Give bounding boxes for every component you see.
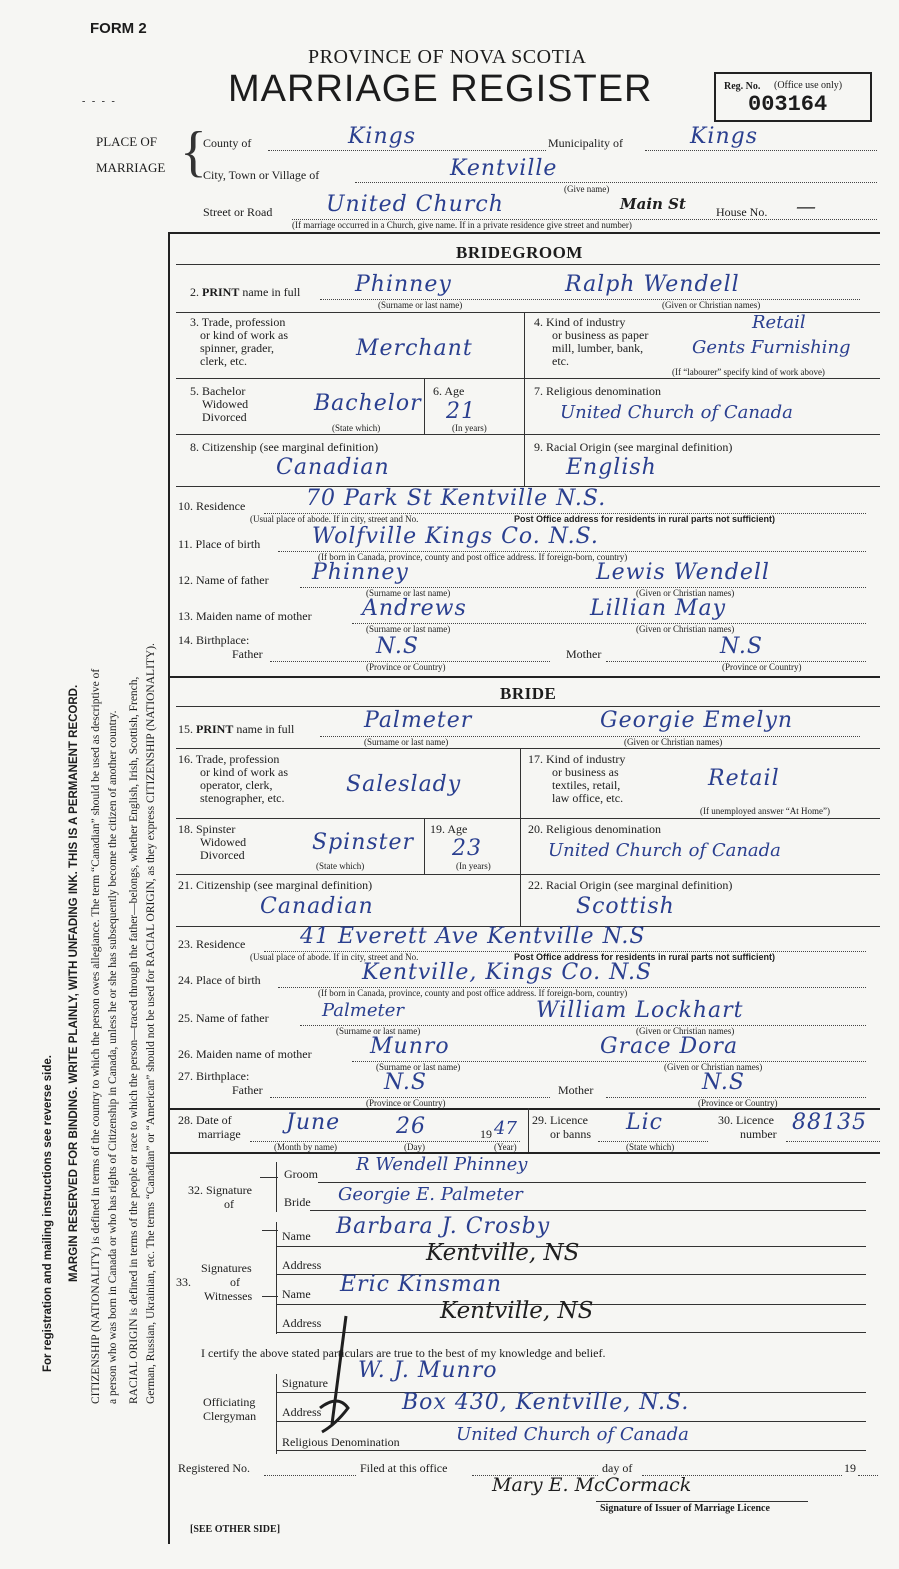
groom-given: Ralph Wendell — [565, 272, 740, 297]
groom-industry-label: 4. Kind of industry or business as paper mill, lumber, bank, etc. — [534, 315, 649, 368]
bride-residence-hint: (Usual place of abode. If in city, street and No. — [250, 952, 419, 962]
groom-sig-label: Groom — [284, 1167, 318, 1181]
groom-industry-1: Retail — [752, 312, 806, 333]
groom-bp-hint: (Province or Country) — [366, 662, 446, 672]
bride-heading: BRIDE — [500, 684, 557, 703]
issuer-label: Signature of Issuer of Marriage Licence — [600, 1503, 770, 1514]
bride-birth: Kentville, Kings Co. N.S — [362, 960, 653, 985]
groom-status-hint: (State which) — [332, 423, 381, 433]
bride-birth-label: 24. Place of birth — [178, 973, 261, 987]
groom-residence-hint-b: Post Office address for residents in rural parts not sufficient) — [514, 514, 776, 524]
clergy-label-1: Officiating — [203, 1395, 256, 1409]
bride-status: Spinster — [312, 830, 415, 855]
witness-label-3: Witnesses — [204, 1289, 253, 1303]
groom-birth: Wolfville Kings Co. N.S. — [312, 524, 599, 549]
groom-racial: English — [566, 455, 657, 480]
bride-sig-label: Bride — [284, 1195, 311, 1209]
reg-number-box — [714, 72, 872, 122]
bride-trade: Saleslady — [346, 772, 462, 797]
w2-address-label: Address — [282, 1316, 322, 1330]
year-hint: (Year) — [494, 1142, 517, 1152]
margin-citizenship-2: a person who was born in Canada or who has rights of Citizenship in Canada, unless he or she has subsequently become the citizen of another country. — [107, 710, 119, 1404]
bride-bp-father: N.S — [384, 1070, 427, 1095]
issuer-signature: Mary E. McCormack — [492, 1474, 692, 1496]
bride-status-label: 18. Spinster Widowed Divorced — [178, 822, 247, 862]
groom-name-label: 2. PRINT name in full — [190, 285, 301, 299]
groom-bp-father: N.S — [376, 634, 419, 659]
bride-industry: Retail — [708, 766, 780, 791]
groom-racial-label: 9. Racial Origin (see marginal definition) — [534, 440, 733, 454]
licence-which: Lic — [626, 1110, 663, 1135]
bride-father-surname: Palmeter — [322, 1000, 405, 1021]
bride-birth-hint: (If born in Canada, province, county and post office address. If foreign-born, country) — [318, 988, 628, 998]
signature-label-2: of — [224, 1197, 234, 1211]
bride-given-hint: (Given or Christian names) — [624, 737, 723, 747]
bride-bp-mother-label: Mother — [558, 1083, 594, 1097]
municipality-value: Kings — [690, 124, 759, 149]
municipality-label: Municipality of — [548, 136, 623, 150]
clergy-sig-label: Signature — [282, 1376, 328, 1390]
groom-status-label: 5. Bachelor Widowed Divorced — [190, 384, 249, 424]
reg-number: 003164 — [748, 92, 828, 117]
bride-father-s-hint: (Surname or last name) — [336, 1026, 421, 1036]
bride-religion: United Church of Canada — [548, 840, 781, 861]
bride-age: 23 — [452, 836, 482, 861]
w1-name-label: Name — [282, 1229, 311, 1243]
form-number: FORM 2 — [90, 20, 147, 37]
groom-residence-label: 10. Residence — [178, 499, 246, 513]
witness-1-address: Kentville, NS — [426, 1240, 580, 1266]
groom-age: 21 — [446, 399, 476, 424]
bride-bp-hint-2: (Province or Country) — [698, 1098, 778, 1108]
clergy-label-2: Clergyman — [203, 1409, 257, 1423]
groom-bp-mother: N.S — [720, 634, 763, 659]
place-brace: { — [180, 121, 207, 183]
reg-label: Reg. No. — [724, 81, 761, 92]
signature-label-1: 32. Signature — [188, 1183, 252, 1197]
house-label: House No. — [716, 205, 768, 219]
county-label: County of — [203, 136, 252, 150]
licence-label-2: or banns — [550, 1127, 591, 1141]
groom-mother-g-hint: (Given or Christian names) — [636, 624, 735, 634]
bride-industry-label: 17. Kind of industry or business as textiles, retail, law office, etc. — [528, 752, 626, 805]
clergy-denom-label: Religious Denomination — [282, 1435, 400, 1449]
bride-residence-hint-b: Post Office address for residents in rural parts not sufficient) — [514, 952, 776, 962]
date-label-2: marriage — [198, 1127, 241, 1141]
licence-no-label-1: 30. Licence — [718, 1113, 774, 1127]
house-value: — — [796, 194, 816, 218]
groom-bp-label-2: Father — [232, 647, 263, 661]
marriage-month: June — [286, 1110, 341, 1135]
groom-trade-label: 3. Trade, profession or kind of work as spinner, grader, clerk, etc. — [190, 315, 288, 368]
bride-religion-label: 20. Religious denomination — [528, 822, 661, 836]
margin-citizenship-1: CITIZENSHIP (NATIONALITY) is defined in terms of the country to which the person owes allegiance. The term “Canadian” should be used as descriptive of — [90, 668, 102, 1404]
groom-mother-s-hint: (Surname or last name) — [366, 624, 451, 634]
witness-1-name: Barbara J. Crosby — [336, 1214, 551, 1239]
groom-surname-hint: (Surname or last name) — [378, 300, 463, 310]
street-label: Street or Road — [203, 205, 273, 219]
margin-instructions: For registration and mailing instructions see reverse side. — [42, 1055, 54, 1372]
groom-age-label: 6. Age — [433, 384, 465, 398]
groom-father-g-hint: (Given or Christian names) — [636, 588, 735, 598]
bride-bp-mother: N.S — [702, 1070, 745, 1095]
margin-racial-2: German, Russian, Ukrainian, etc. The terms “Canadian” or “American” should not be used for RACIAL ORIGIN, as they express CITIZENSHIP (NATIONALITY). — [145, 643, 157, 1404]
bride-signature: Georgie E. Palmeter — [338, 1184, 523, 1205]
bride-bp-label-2: Father — [232, 1083, 263, 1097]
groom-bp-hint-2: (Province or Country) — [722, 662, 802, 672]
place-note: (If marriage occurred in a Church, give name. If in a private residence give street and number) — [292, 220, 632, 230]
groom-religion-label: 7. Religious denomination — [534, 384, 661, 398]
margin-binding-note: MARGIN RESERVED FOR BINDING. WRITE PLAINLY, WITH UNFADING INK. THIS IS A PERMANENT RECORD. — [68, 684, 80, 1282]
bride-given: Georgie Emelyn — [600, 708, 794, 733]
pen-stroke-mark — [312, 1312, 354, 1436]
margin-racial-1: RACIAL ORIGIN is defined in terms of the people or race to which the person—traced through the father—belongs, whether English, Irish, Scottish, French, — [128, 676, 140, 1404]
witness-label-1: Signatures — [201, 1261, 252, 1275]
page-title: MARRIAGE REGISTER — [228, 68, 653, 110]
bride-mother-label: 26. Maiden name of mother — [178, 1047, 312, 1061]
groom-birth-hint: (If born in Canada, province, county and post office address. If foreign-born, country) — [318, 552, 628, 562]
see-other-side: [SEE OTHER SIDE] — [190, 1524, 281, 1535]
bride-industry-hint: (If unemployed answer “At Home”) — [700, 806, 830, 816]
w2-name-label: Name — [282, 1287, 311, 1301]
month-hint: (Month by name) — [274, 1142, 337, 1152]
groom-father-label: 12. Name of father — [178, 573, 269, 587]
bride-citizenship-label: 21. Citizenship (see marginal definition) — [178, 878, 373, 892]
groom-industry-2: Gents Furnishing — [692, 337, 851, 358]
w1-address-label: Address — [282, 1258, 322, 1272]
witness-number: 33. — [176, 1275, 191, 1289]
clergy-denomination: United Church of Canada — [456, 1424, 689, 1445]
bridegroom-heading: BRIDEGROOM — [456, 243, 583, 262]
witness-2-address: Kentville, NS — [440, 1298, 594, 1324]
place-label-1: PLACE OF — [96, 134, 158, 149]
groom-trade: Merchant — [356, 336, 473, 361]
groom-father-s-hint: (Surname or last name) — [366, 588, 451, 598]
office-use-note: (Office use only) — [774, 80, 843, 91]
bride-bp-label-1: 27. Birthplace: — [178, 1069, 250, 1083]
bride-age-hint: (In years) — [456, 861, 491, 871]
marriage-day: 26 — [396, 1114, 426, 1139]
groom-father-surname: Phinney — [312, 560, 409, 585]
witness-label-2: of — [230, 1275, 240, 1289]
licence-label-1: 29. Licence — [532, 1113, 588, 1127]
bride-status-hint: (State which) — [316, 861, 365, 871]
groom-bp-mother-label: Mother — [566, 647, 602, 661]
groom-given-hint: (Given or Christian names) — [662, 300, 761, 310]
clergy-signature: W. J. Munro — [358, 1358, 498, 1383]
bride-racial-label: 22. Racial Origin (see marginal definition) — [528, 878, 733, 892]
bride-surname-hint: (Surname or last name) — [364, 737, 449, 747]
groom-father-given: Lewis Wendell — [596, 560, 770, 585]
bride-mother-surname: Munro — [370, 1034, 450, 1059]
street-value: United Church — [326, 192, 504, 217]
which-hint: (State which) — [626, 1142, 675, 1152]
place-label-2: MARRIAGE — [96, 160, 166, 175]
groom-signature: R Wendell Phinney — [356, 1154, 528, 1175]
groom-mother-label: 13. Maiden name of mother — [178, 609, 312, 623]
bride-father-given: William Lockhart — [536, 998, 744, 1023]
groom-religion: United Church of Canada — [560, 402, 793, 423]
bride-mother-g-hint: (Given or Christian names) — [664, 1062, 763, 1072]
city-value: Kentville — [450, 156, 558, 181]
bride-residence: 41 Everett Ave Kentville N.S — [300, 924, 646, 949]
bride-mother-s-hint: (Surname or last name) — [376, 1062, 461, 1072]
bride-residence-label: 23. Residence — [178, 937, 246, 951]
bride-father-g-hint: (Given or Christian names) — [636, 1026, 735, 1036]
day-of-label: day of — [602, 1461, 633, 1475]
marriage-year-prefix: 19 — [480, 1127, 492, 1141]
clergy-address: Box 430, Kentville, N.S. — [402, 1390, 690, 1415]
groom-birth-label: 11. Place of birth — [178, 537, 261, 551]
groom-mother-surname: Andrews — [362, 596, 467, 621]
province-heading: PROVINCE OF NOVA SCOTIA — [308, 46, 587, 68]
groom-age-hint: (In years) — [452, 423, 487, 433]
county-value: Kings — [348, 124, 417, 149]
give-name-hint: (Give name) — [564, 184, 610, 194]
city-label: City, Town or Village of — [203, 168, 320, 182]
bride-father-label: 25. Name of father — [178, 1011, 269, 1025]
bride-trade-label: 16. Trade, profession or kind of work as operator, clerk, stenographer, etc. — [178, 752, 288, 805]
witness-2-name: Eric Kinsman — [340, 1272, 503, 1297]
groom-citizenship: Canadian — [276, 455, 390, 480]
bride-racial: Scottish — [576, 894, 675, 919]
marriage-year: 47 — [494, 1118, 517, 1139]
filed-label: Filed at this office — [360, 1461, 448, 1475]
bride-citizenship: Canadian — [260, 894, 374, 919]
bride-age-label: 19. Age — [430, 822, 468, 836]
bride-name-label: 15. PRINT name in full — [178, 722, 295, 736]
groom-mother-given: Lillian May — [590, 596, 727, 621]
certify-statement: I certify the above stated particulars are true to the best of my knowledge and belief. — [201, 1346, 606, 1360]
groom-bp-label-1: 14. Birthplace: — [178, 633, 250, 647]
margin-mark: - - - - — [82, 96, 117, 107]
groom-industry-hint: (If “labourer” specify kind of work above) — [672, 367, 825, 377]
groom-surname: Phinney — [355, 272, 452, 297]
licence-no-label-2: number — [740, 1127, 777, 1141]
licence-number: 88135 — [792, 1110, 867, 1135]
clergy-addr-label: Address — [282, 1405, 322, 1419]
groom-residence-hint: (Usual place of abode. If in city, street and No. — [250, 514, 419, 524]
bride-bp-hint: (Province or Country) — [366, 1098, 446, 1108]
street-value-2: Main St — [620, 195, 686, 213]
groom-citizenship-label: 8. Citizenship (see marginal definition) — [190, 440, 379, 454]
day-hint: (Day) — [404, 1142, 425, 1152]
groom-residence: 70 Park St Kentville N.S. — [306, 486, 607, 511]
groom-status: Bachelor — [314, 391, 422, 416]
bride-surname: Palmeter — [364, 708, 473, 733]
date-label-1: 28. Date of — [178, 1113, 232, 1127]
filing-year-label: 19 — [844, 1461, 856, 1475]
bride-mother-given: Grace Dora — [600, 1034, 739, 1059]
registered-label: Registered No. — [178, 1461, 250, 1475]
